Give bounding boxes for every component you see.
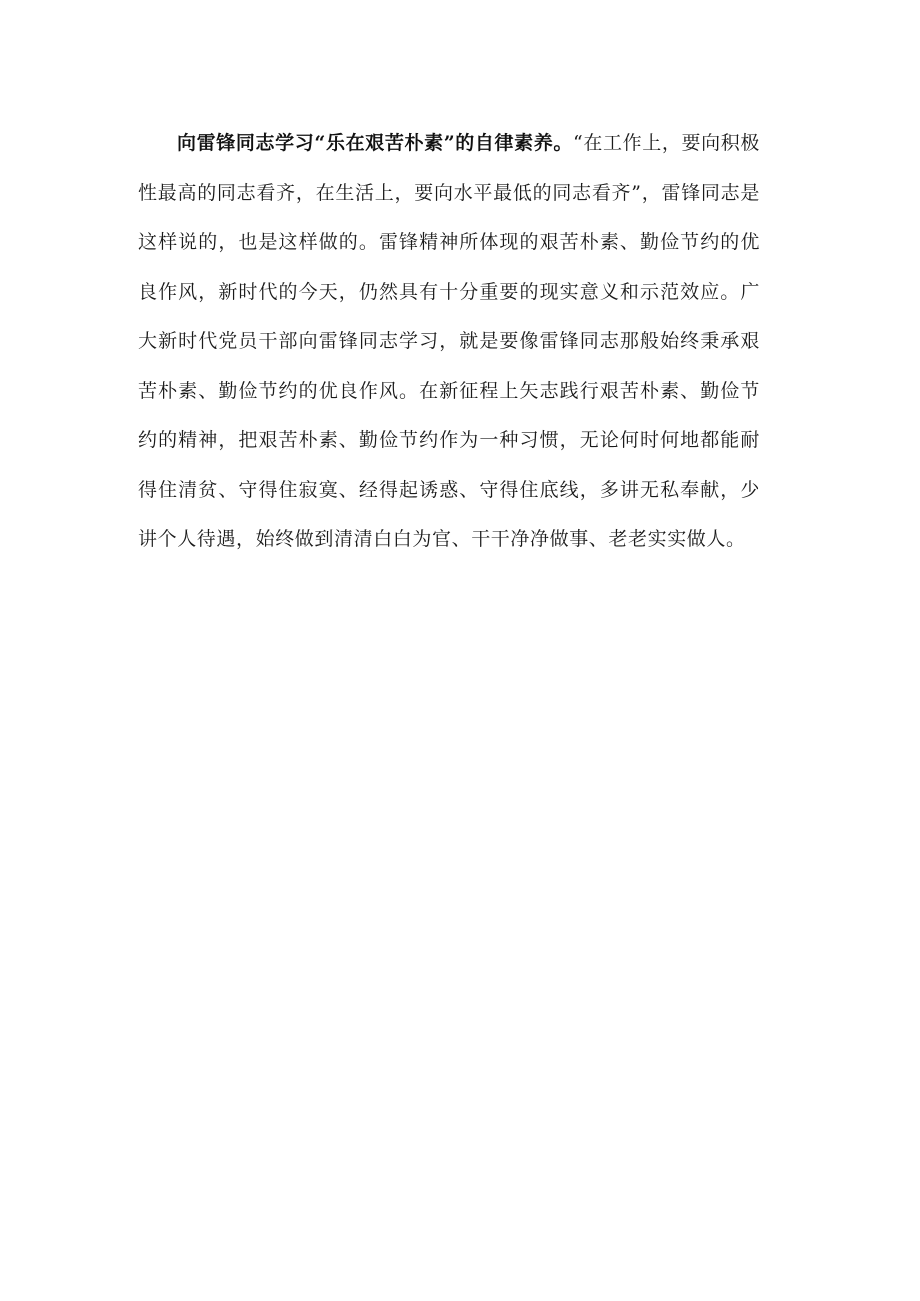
- paragraph-body-text: “在工作上，要向积极性最高的同志看齐，在生活上，要向水平最低的同志看齐”，雷锋同志是这样说的，也是这样做的。雷锋精神所体现的艰苦朴素、勤俭节约的优良作风，新时代的今天，仍然具有十分重要的现实意义和示范效应。广大新时代党员干部向雷锋同志学习，就是要像雷锋同志那般始终秉承艰苦朴素、勤俭节约的优良作风。在新征程上矢志践行艰苦朴素、勤俭节约的精神，把艰苦朴素、勤俭节约作为一种习惯，无论何时何地都能耐得住清贫、守得住寂寞、经得起诱惑、守得住底线，多讲无私奉献，少讲个人待遇，始终做到清清白白为官、干干净净做事、老老实实做人。: [138, 132, 760, 550]
- paragraph-lead-heading: 向雷锋同志学习“乐在艰苦朴素”的自律素养。: [177, 132, 574, 154]
- body-paragraph: [138, 119, 760, 565]
